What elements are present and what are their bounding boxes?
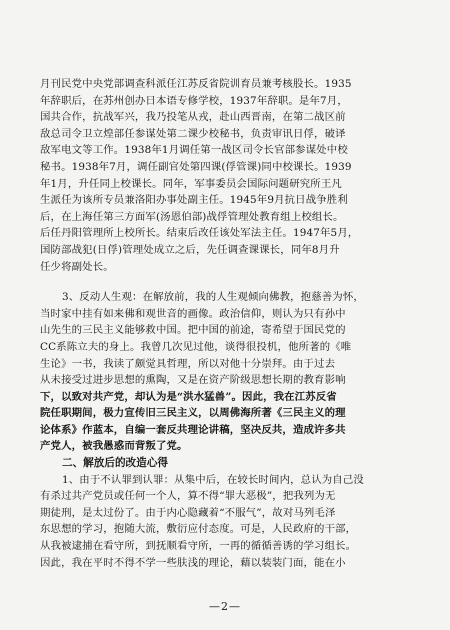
text-line: 期徒刑，是太过份了。由于内心隐藏着“不服气”，故对马列毛泽 — [40, 506, 336, 519]
page-number: —2— — [209, 600, 241, 613]
text-line: 生派任为该所专员兼洛阳办事处副主任。1945年9月抗日战争胜利 — [40, 194, 348, 207]
text-line: 东思想的学习，抱随大流，敷衍应付态度。可是，人民政府的干部， — [40, 523, 357, 536]
text-line: 因此，我在平时不得不学一些肤浅的理论，藉以装装门面，能在小 — [40, 556, 346, 569]
text-line: 1、由于不认罪到认罪：从集中后，在较长时间内，总认为自己没 — [62, 473, 364, 486]
paragraph-outlook — [40, 289, 424, 455]
paragraph-reform — [40, 472, 424, 572]
text-line: 院任职期间，极力宣传旧三民主义，以周佛海所著《三民主义的理 — [40, 407, 346, 420]
text-line: 国共合作，抗战军兴，我乃投笔从戎，赴山西晋南，在第二战区前 — [40, 111, 346, 124]
text-line: 敌军电文等工作。1938年1月调任第一战区司令长官部参谋处中校 — [40, 144, 348, 157]
text-line: 生论》一书，我读了颇觉具哲理，所以对他十分崇拜。由于过去 — [40, 357, 336, 370]
text-line: CC系陈立夫的身上。我曾几次见过他，谈得很投机，他所著的《唯 — [40, 340, 352, 353]
text-line: 从未接受过进步思想的熏陶，又是在资产阶级思想长期的教育影响 — [40, 374, 346, 387]
text-line: 年1月，升任同上校课长。同年，军事委员会国际问题研究所王凡 — [40, 177, 342, 190]
text-line: 当时家中挂有如来佛和观世音的画像。政治信仰，则认为只有孙中 — [40, 307, 346, 320]
text-line: 3、反动人生观：在解放前，我的人生观倾向佛教，抱慈善为怀， — [62, 291, 364, 304]
text-line: 山先生的三民主义能够救中国。把中国的前途，寄希望于国民党的 — [40, 324, 346, 337]
text-line: 任少将副处长。 — [40, 260, 114, 273]
text-line: 月刊民党中央党部调查科派任江苏反省院训育员兼考核股长。1935 — [40, 78, 352, 90]
text-line: 年辞职后，在苏州创办日本语专修学校，1937年辞职。是年7月， — [40, 94, 348, 107]
text-line: 后，在上海任第三方面军(汤恩伯部)战俘管理处教育组上校组长。 — [40, 210, 344, 223]
text-line: 下，以致对共产党，却认为是“洪水猛兽”。因此，我在江苏反省 — [40, 390, 337, 403]
text-line: 后任丹阳管理所上校所长。结束后改任该处军法主任。1947年5月， — [40, 227, 359, 240]
text-line: 有杀过共产党员或任何一个人，算不得“罪大恶极”，把我列为无 — [40, 490, 336, 503]
text-line: 敌总司令卫立煌部任参谋处第二课少校秘书，负责审讯日俘，破译 — [40, 127, 346, 140]
text-line: 产党人，被我愚惑而背叛了党。 — [40, 440, 188, 453]
text-line: 论体系》作蓝本，自编一套反共理论讲稿，坚决反共，造成许多共 — [40, 423, 346, 436]
text-line: 从我被逮捕在看守所，到抚顺看守所，一再的循循善诱的学习组长。 — [40, 540, 357, 553]
text-line: 秘书。1938年7月，调任副官处第四课(俘管课)同中校课长。1939 — [40, 160, 352, 173]
text-line: 国防部战犯(日俘)管理处成立之后，先任调查课课长，同年8月升 — [40, 243, 340, 256]
paragraph-career — [40, 76, 424, 275]
section-heading: 二、解放后的改造心得 — [62, 457, 168, 470]
